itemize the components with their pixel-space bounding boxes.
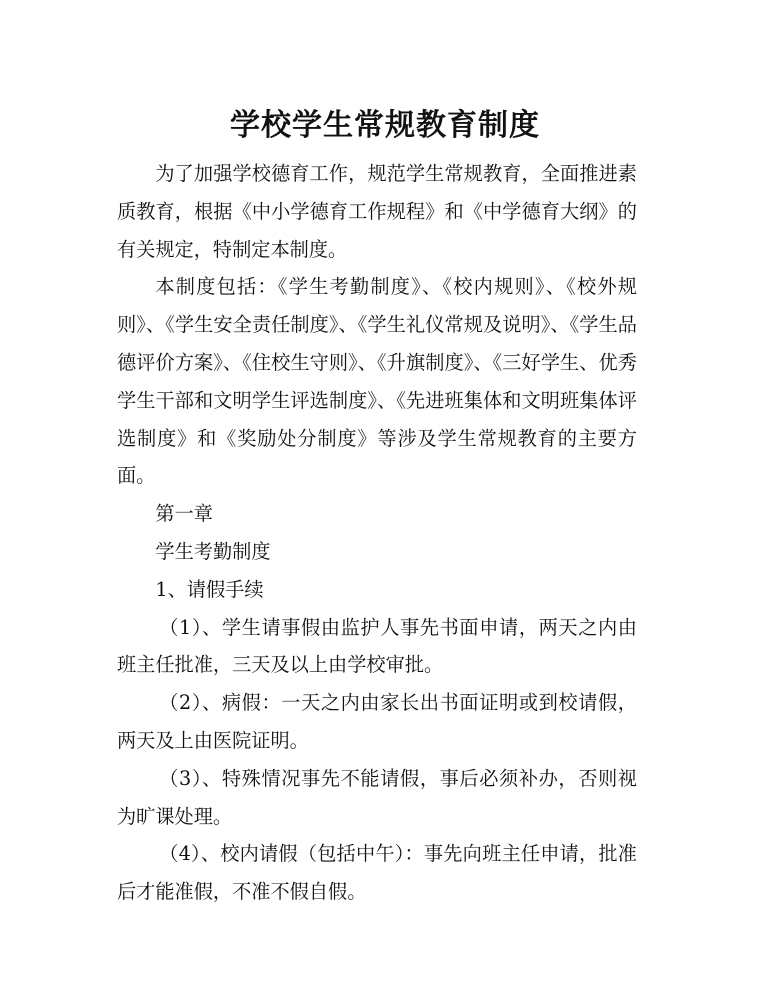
document-body xyxy=(117,155,637,911)
chapter-heading: 第一章 xyxy=(155,502,213,526)
paragraph-scope: 本制度包括：《学生考勤制度》、《校内规则》、《校外规则》、《学生安全责任制度》、《学生礼仪常规及说明》、《学生品德评价方案》、《住校生守则》、《升旗制度》、《三好学生、优秀学生干部和文明学生评选制度》、《先进班集体和文明班集体评选制度》和《奖励处分制度》等涉及学生常规教育的主要方面。 xyxy=(117,275,637,488)
clause-4: （4）、校内请假（包括中午）：事先向班主任申请，批准后才能准假，不准不假自假。 xyxy=(117,842,637,904)
chapter-title: 学生考勤制度 xyxy=(155,539,271,563)
clause-1: （1）、学生请事假由监护人事先书面申请，两天之内由班主任批准，三天及以上由学校审批。 xyxy=(117,615,637,677)
document-title: 学校学生常规教育制度 xyxy=(230,108,540,143)
clause-2: （2）、病假：一天之内由家长出书面证明或到校请假，两天及上由医院证明。 xyxy=(117,691,637,752)
clause-3: （3）、特殊情况事先不能请假，事后必须补办，否则视为旷课处理。 xyxy=(117,766,637,828)
paragraph-intro: 为了加强学校德育工作，规范学生常规教育，全面推进素质教育，根据《中小学德育工作规程》和《中学德育大纲》的有关规定，特制定本制度。 xyxy=(117,162,637,261)
section-heading: 1、请假手续 xyxy=(155,577,264,601)
